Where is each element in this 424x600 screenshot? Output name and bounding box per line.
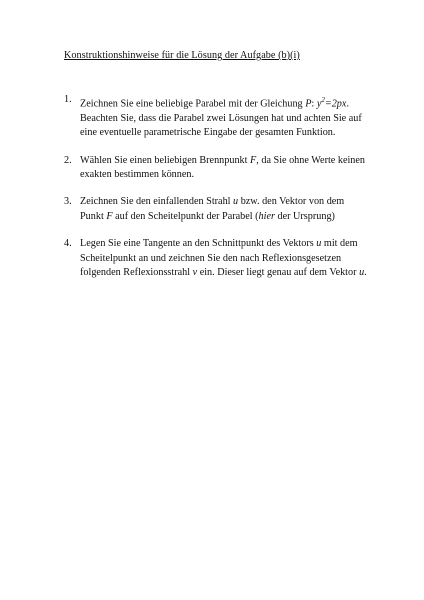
item-line <box>80 266 374 280</box>
line-text: : <box>311 98 317 110</box>
line-text: folgenden Reflexionsstrahl <box>80 266 193 278</box>
line-text: ein. Dieser liegt genau auf dem Vektor <box>197 266 360 278</box>
math-var: u <box>233 196 239 208</box>
item-number: 1. <box>64 94 72 105</box>
line-text: bzw. den Vektor von dem <box>238 196 345 208</box>
instruction-list <box>64 93 374 280</box>
line-text: Punkt <box>80 210 107 222</box>
item-line <box>80 237 374 251</box>
item-line: Beachten Sie, dass die Parabel zwei Lösungen hat und achten Sie auf <box>80 112 362 124</box>
math-var: F <box>106 210 113 222</box>
item-line: eine eventuelle parametrische Eingabe der gesamten Funktion. <box>80 126 336 138</box>
line-text: Zeichnen Sie den einfallenden Strahl <box>80 196 234 208</box>
emphasis-text: hier <box>258 210 275 222</box>
line-text: , da Sie ohne Werte keinen <box>256 154 366 166</box>
list-item <box>64 154 374 182</box>
page-title: Konstruktionshinweise für die Lösung der Aufgabe (b)(i) <box>64 50 300 61</box>
list-item <box>64 195 374 223</box>
item-line: exakten bestimmen können. <box>80 168 195 180</box>
item-line <box>80 210 374 224</box>
line-text: auf den Scheitelpunkt der Parabel ( <box>112 210 259 222</box>
list-item <box>64 237 374 280</box>
line-text: . <box>346 98 349 110</box>
line-text: Wählen Sie einen beliebigen Brennpunkt <box>80 154 251 166</box>
math-var: y <box>316 98 322 110</box>
math-exponent: 2 <box>321 96 325 104</box>
item-line: Scheitelpunkt an und zeichnen Sie den nach Reflexionsgesetzen <box>80 252 342 264</box>
line-text: der Ursprung) <box>274 210 335 222</box>
item-line <box>80 154 374 168</box>
line-text: mit dem <box>321 238 358 250</box>
item-number: 4. <box>64 238 72 250</box>
line-text: . <box>364 266 367 278</box>
line-text: Legen Sie eine Tangente an den Schnittpunkt des Vektors <box>80 238 317 250</box>
item-number: 2. <box>64 154 72 166</box>
item-number: 3. <box>64 196 72 208</box>
line-text: Zeichnen Sie eine beliebige Parabel mit der Gleichung <box>80 98 306 110</box>
list-item <box>64 93 374 140</box>
math-var: u <box>316 238 322 250</box>
math-var: F <box>250 154 257 166</box>
math-var: u <box>359 266 365 278</box>
math-expression: =2px <box>324 98 347 110</box>
item-line <box>80 93 374 112</box>
item-line <box>80 195 374 209</box>
math-var: P <box>305 98 312 110</box>
math-var: v <box>192 266 198 278</box>
